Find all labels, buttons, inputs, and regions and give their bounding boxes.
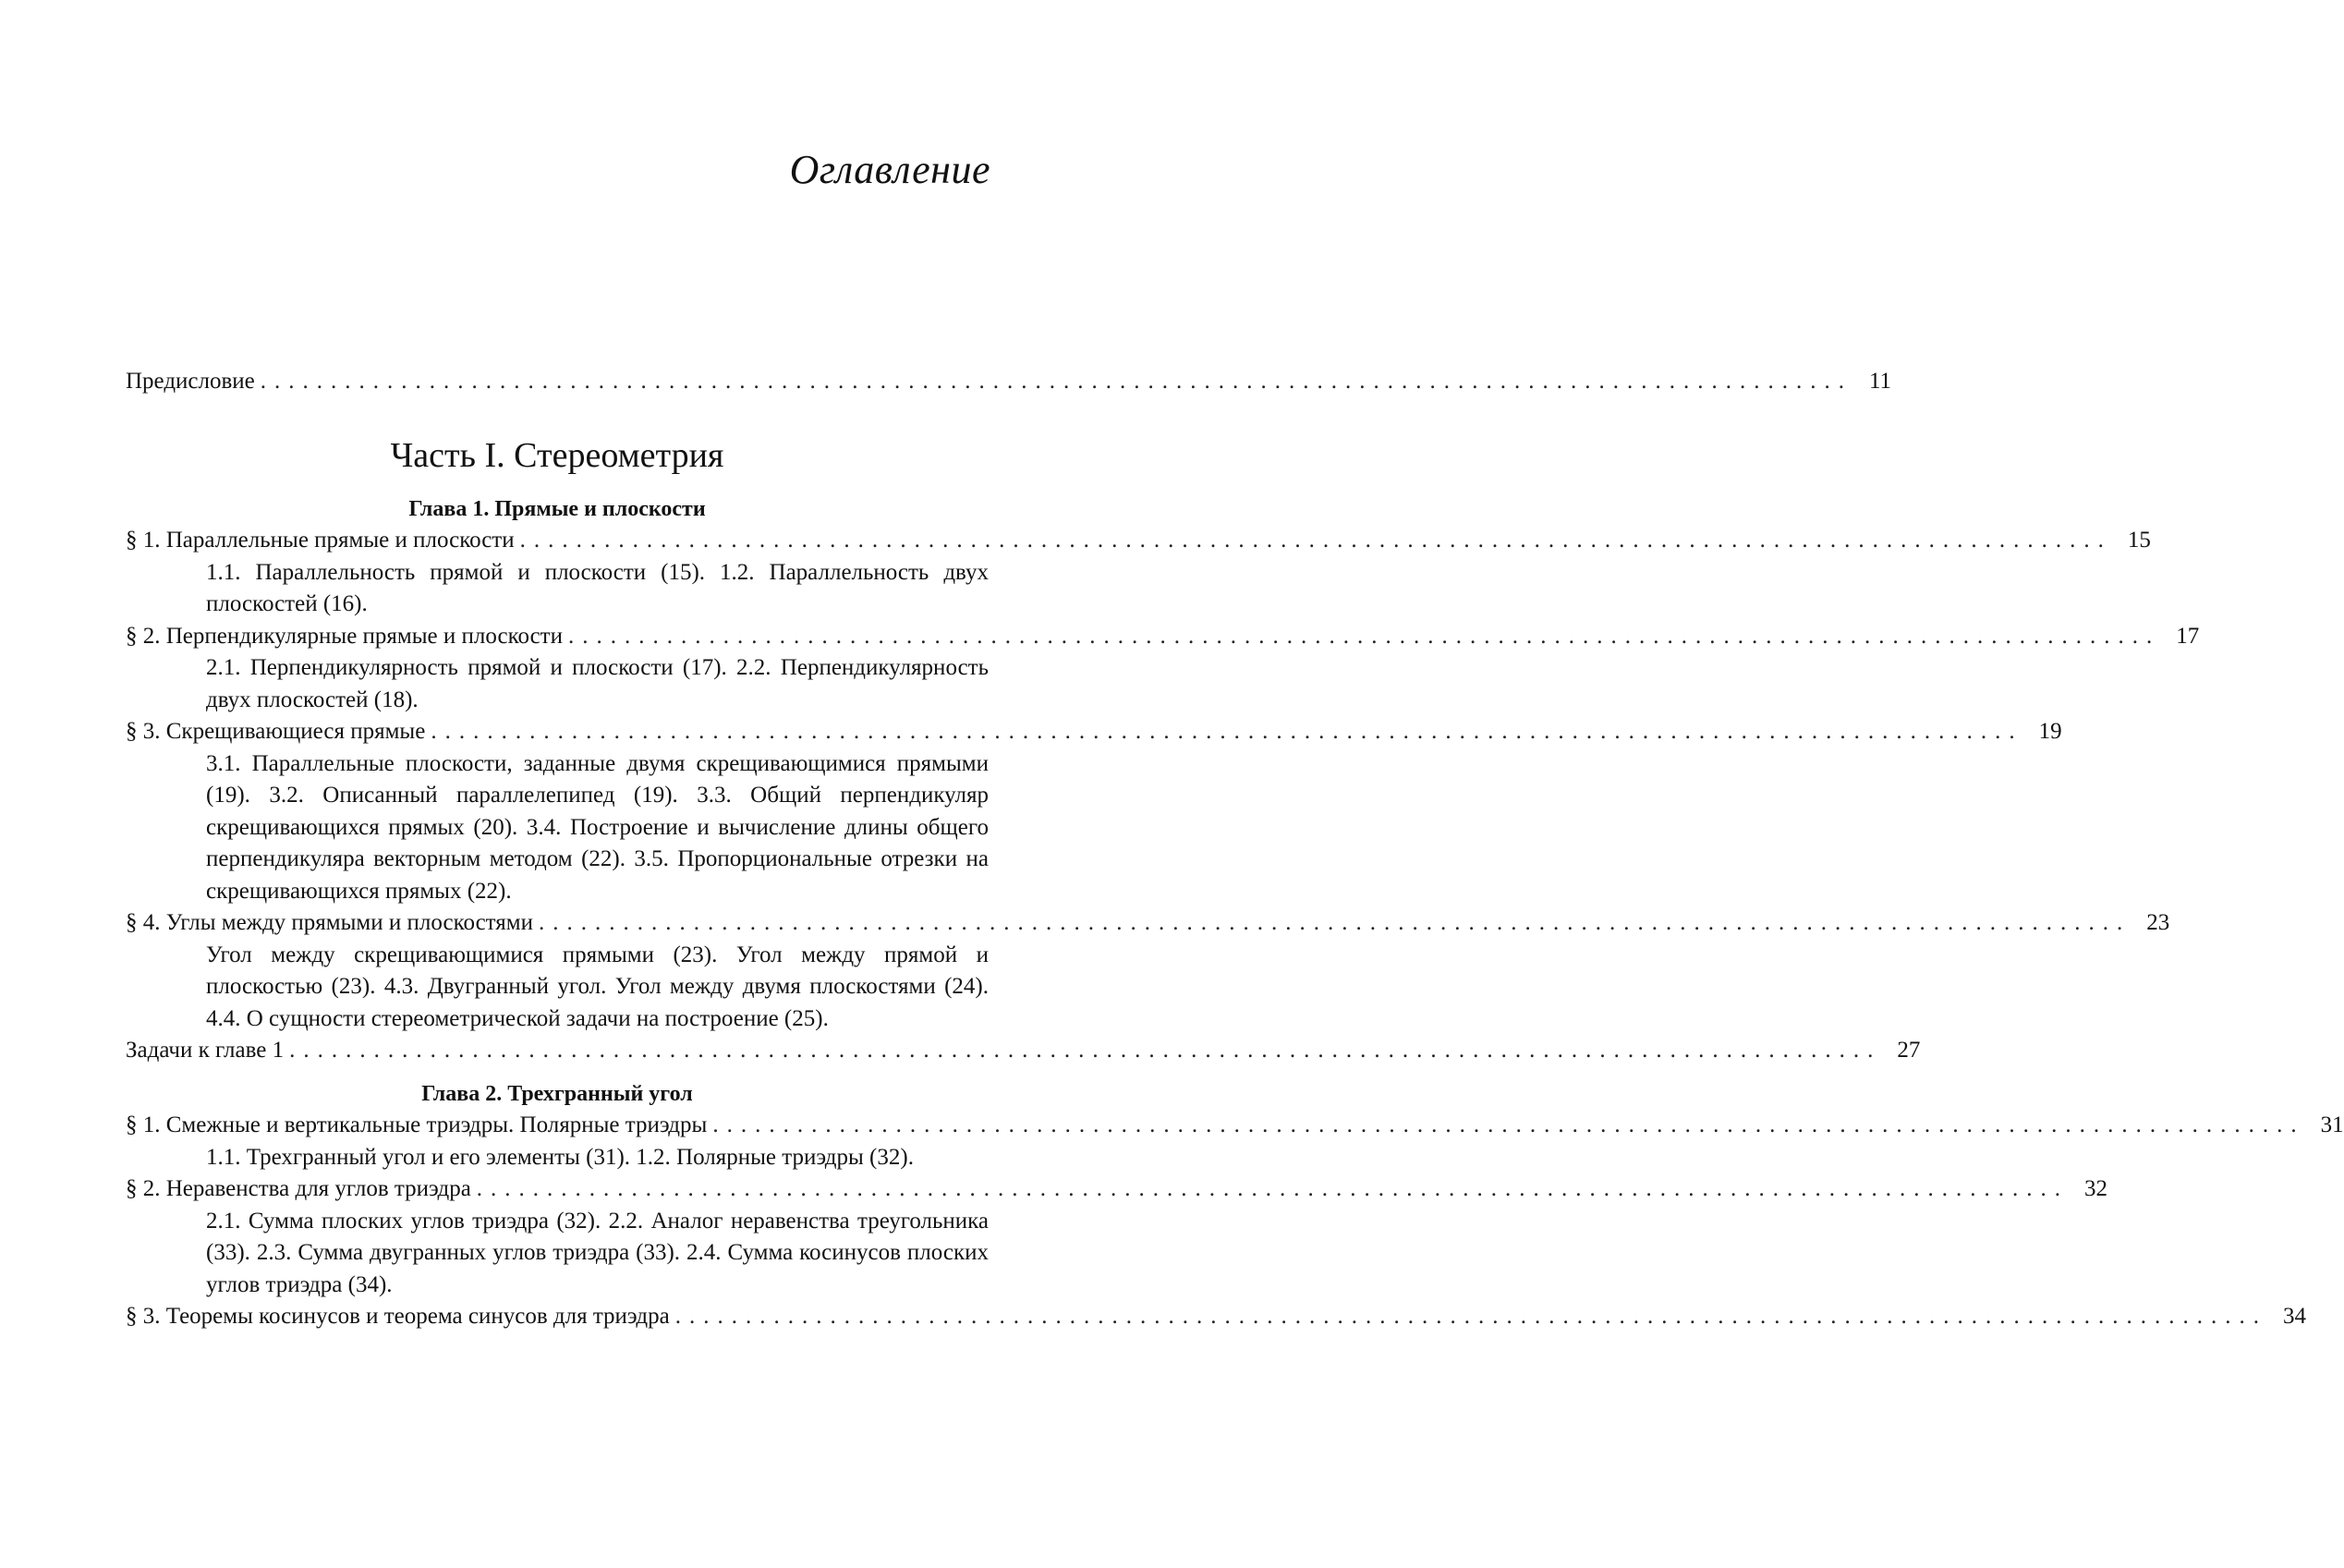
toc-entry-section[interactable]	[126, 621, 2200, 653]
entry-title: § 1. Смежные и вертикальные триэдры. Полярные триэдры	[126, 1112, 708, 1137]
dot-leader: .................................................................................................................	[476, 1176, 2070, 1201]
entry-title: § 3. Скрещивающиеся прямые	[126, 719, 426, 744]
toc-entry-section[interactable]	[126, 525, 2151, 557]
dot-leader: .................................................................................................................	[538, 910, 2131, 935]
dot-leader: .................................................................................................................	[289, 1038, 1882, 1063]
toc-entry-preface[interactable]	[126, 366, 1892, 398]
table-of-contents	[126, 366, 2344, 1333]
page-number: 15	[2127, 528, 2151, 553]
dot-leader: .................................................................................................................	[568, 623, 2161, 649]
page-number: 19	[2038, 719, 2062, 744]
entry-title: § 4. Углы между прямыми и плоскостями	[126, 910, 533, 935]
toc-entry-section[interactable]	[126, 1110, 2344, 1142]
dot-leader: .................................................................................................................	[519, 528, 2112, 553]
chapter-title: Глава 1. Прямые и плоскости	[408, 496, 706, 521]
toc-entry-section[interactable]	[126, 907, 2170, 940]
dot-leader: .................................................................................................................	[712, 1112, 2305, 1137]
page-number: 17	[2176, 623, 2200, 649]
section-description: 3.1. Параллельные плоскости, заданные двумя скрещивающимися прямыми (19). 3.2. Описанный параллелепипед (19). 3.3. Общий перпендикуляр скрещивающихся прямых (20). 3.4. Построение и вычисление длины общего перпендикуляра векторным методом (22). 3.5. Пропорциональные отрезки на скрещивающихся прямых (22).	[206, 750, 989, 904]
chapter-title: Глава 2. Трехгранный угол	[421, 1081, 693, 1106]
page-number: 11	[1868, 369, 1892, 394]
page-number: 31	[2320, 1112, 2344, 1137]
section-description: 1.1. Параллельность прямой и плоскости (15). 1.2. Параллельность двух плоскостей (16).	[206, 559, 989, 616]
dot-leader: .................................................................................................................	[260, 369, 1853, 394]
page-number: 32	[2084, 1176, 2108, 1201]
page-number: 23	[2146, 910, 2170, 935]
entry-title: § 1. Параллельные прямые и плоскости	[126, 528, 515, 553]
toc-entry-problems[interactable]	[126, 1035, 1921, 1067]
section-description: Угол между скрещивающимися прямыми (23). Угол между прямой и плоскостью (23). 4.3. Двугранный угол. Угол между двумя плоскостями (24). 4.4. О сущности стереометрической задачи на построение (25).	[206, 942, 989, 1031]
dot-leader: .................................................................................................................	[674, 1304, 2267, 1329]
entry-title: Предисловие	[126, 369, 255, 394]
page-number: 27	[1897, 1038, 1921, 1063]
toc-entry-section[interactable]	[126, 1173, 2108, 1206]
section-description: 2.1. Сумма плоских углов триэдра (32). 2.2. Аналог неравенства треугольника (33). 2.3. Сумма двугранных углов триэдра (33). 2.4. Сумма косинусов плоских углов триэдра (34).	[206, 1208, 989, 1297]
section-description: 2.1. Перпендикулярность прямой и плоскости (17). 2.2. Перпендикулярность двух плоскостей (18).	[206, 655, 989, 712]
entry-title: § 2. Неравенства для углов триэдра	[126, 1176, 471, 1201]
page-title: Оглавление	[789, 147, 990, 192]
entry-title: Задачи к главе 1	[126, 1038, 285, 1063]
toc-entry-section[interactable]	[126, 716, 2062, 748]
part-title: Часть I. Стереометрия	[390, 435, 724, 475]
toc-entry-section[interactable]	[126, 1301, 2306, 1333]
page-number: 34	[2282, 1304, 2306, 1329]
entry-title: § 2. Перпендикулярные прямые и плоскости	[126, 623, 563, 649]
dot-leader: .................................................................................................................	[431, 719, 2023, 744]
section-description: 1.1. Трехгранный угол и его элементы (31). 1.2. Полярные триэдры (32).	[206, 1144, 914, 1170]
entry-title: § 3. Теоремы косинусов и теорема синусов для триэдра	[126, 1304, 670, 1329]
